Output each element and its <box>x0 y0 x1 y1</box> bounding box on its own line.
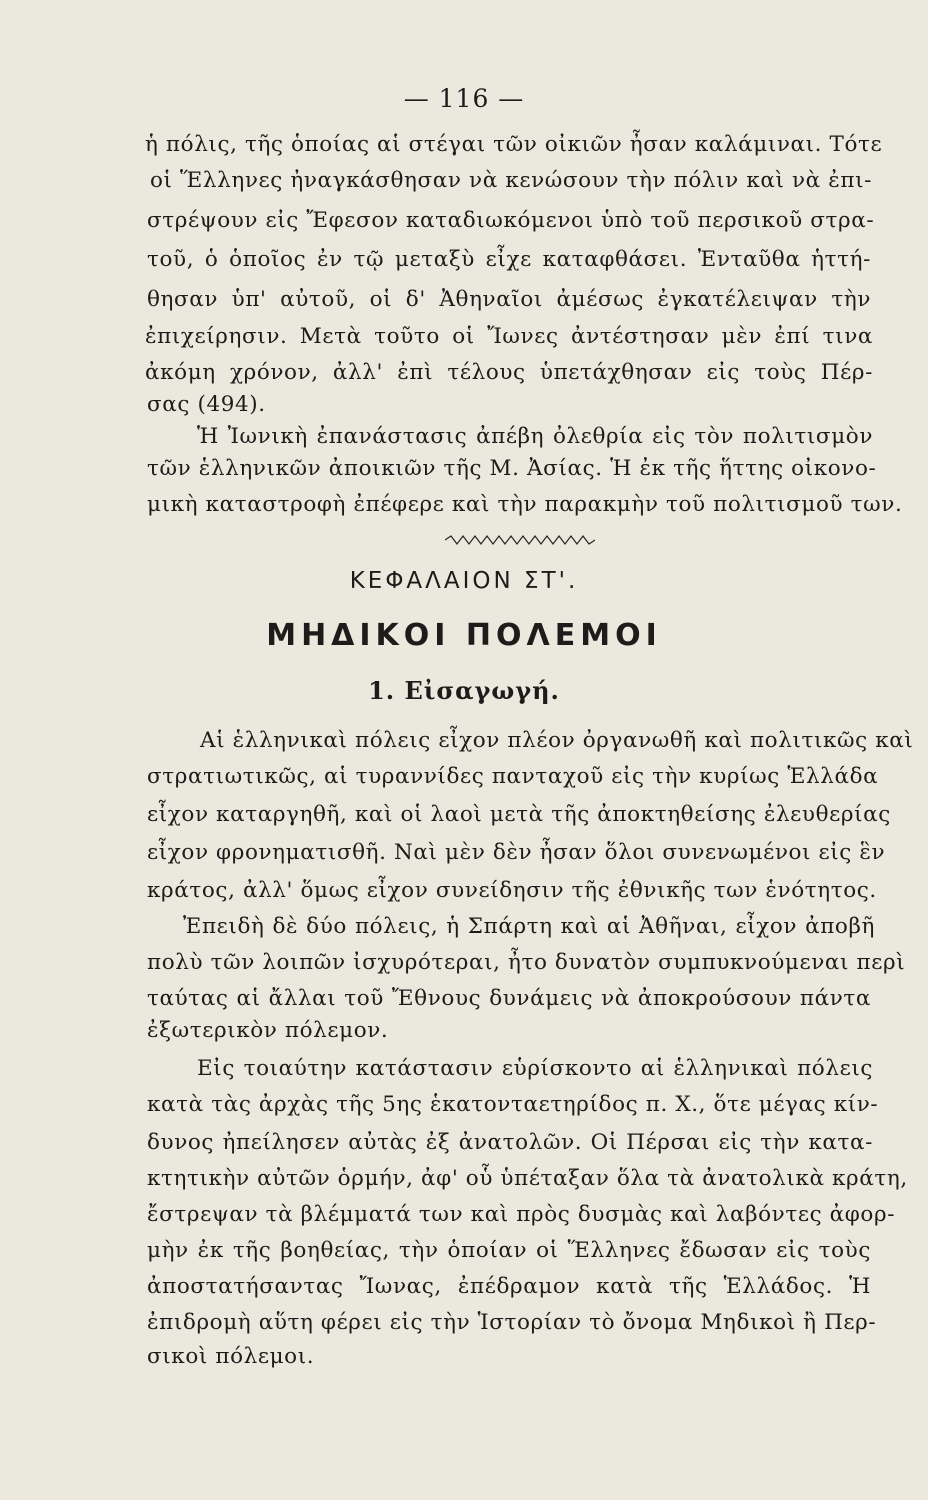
text-line: πολὺ τῶν λοιπῶν ἰσχυρότεραι, ἦτο δυνατὸν συμπυκνούμεναι περὶ <box>147 950 906 975</box>
text-line: ἀκόμη χρόνον, ἀλλ' ἐπὶ τέλους ὑπετάχθησαν εἰς τοὺς Πέρ- <box>145 360 873 385</box>
text-line: ἀποστατήσαντας Ἴωνας, ἐπέδραμον κατὰ τῆς Ἑλλάδος. Ἡ <box>147 1274 871 1299</box>
text-line: σικοὶ πόλεμοι. <box>147 1344 315 1369</box>
text-line: Αἱ ἑλληνικαὶ πόλεις εἶχον πλέον ὀργανωθῆ καὶ πολιτικῶς καὶ <box>200 728 914 753</box>
text-line: ἡ πόλις, τῆς ὁποίας αἱ στέγαι τῶν οἰκιῶν ἦσαν καλάμιναι. Τότε <box>145 132 883 157</box>
text-line: ἐπιδρομὴ αὕτη φέρει εἰς τὴν Ἱστορίαν τὸ ὄνομα Μηδικοὶ ἢ Περ- <box>147 1310 877 1335</box>
text-line: στρατιωτικῶς, αἱ τυραννίδες πανταχοῦ εἰς τὴν κυρίως Ἑλλάδα <box>147 764 879 789</box>
text-line: κατὰ τὰς ἀρχὰς τῆς 5ης ἑκατονταετηρίδος π. Χ., ὅτε μέγας κίν- <box>147 1092 879 1117</box>
text-line: κράτος, ἀλλ' ὅμως εἶχον συνείδησιν τῆς ἐθνικῆς των ἑνότητος. <box>147 878 877 903</box>
text-line: Ἐπειδὴ δὲ δύο πόλεις, ἡ Σπάρτη καὶ αἱ Ἀθῆναι, εἶχον ἀποβῆ <box>183 914 875 939</box>
text-line: τοῦ, ὁ ὁποῖος ἐν τῷ μεταξὺ εἶχε καταφθάσει. Ἐνταῦθα ἡττή- <box>147 247 871 272</box>
text-line: στρέψουν εἰς Ἔφεσον καταδιωκόμενοι ὑπὸ τοῦ περσικοῦ στρα- <box>147 208 875 233</box>
text-line: Ἡ Ἰωνικὴ ἐπανάστασις ἀπέβη ὀλεθρία εἰς τὸν πολιτισμὸν <box>197 424 873 449</box>
section-heading: 1. Εἰσαγωγή. <box>368 676 560 705</box>
text-line: τῶν ἑλληνικῶν ἀποικιῶν τῆς Μ. Ἀσίας. Ἡ ἐκ τῆς ἥττης οἰκονο- <box>147 456 877 481</box>
text-line: σας (494). <box>147 392 266 417</box>
text-line: δυνος ἠπείλησεν αὐτὰς ἐξ ἀνατολῶν. Οἱ Πέρσαι εἰς τὴν κατα- <box>147 1130 873 1155</box>
text-line: εἶχον καταργηθῆ, καὶ οἱ λαοὶ μετὰ τῆς ἀποκτηθείσης ἐλευθερίας <box>147 802 891 827</box>
text-line: ἐξωτερικὸν πόλεμον. <box>147 1018 389 1043</box>
wavy-ornament-divider <box>445 534 595 546</box>
text-line: θησαν ὑπ' αὐτοῦ, οἱ δ' Ἀθηναῖοι ἀμέσως ἐγκατέλειψαν τὴν <box>147 287 871 312</box>
text-line: Εἰς τοιαύτην κατάστασιν εὑρίσκοντο αἱ ἑλληνικαὶ πόλεις <box>197 1056 873 1081</box>
text-line: μὴν ἐκ τῆς βοηθείας, τὴν ὁποίαν οἱ Ἕλληνες ἔδωσαν εἰς τοὺς <box>147 1238 871 1263</box>
text-line: οἱ Ἕλληνες ἠναγκάσθησαν νὰ κενώσουν τὴν πόλιν καὶ νὰ ἐπι- <box>150 168 872 193</box>
text-line: μικὴ καταστροφὴ ἐπέφερε καὶ τὴν παρακμὴν τοῦ πολιτισμοῦ των. <box>147 492 903 517</box>
text-line: ἔστρεψαν τὰ βλέμματά των καὶ πρὸς δυσμὰς καὶ λαβόντες ἀφορ- <box>147 1202 896 1227</box>
chapter-title: ΜΗΔΙΚΟΙ ΠΟΛΕΜΟΙ <box>266 618 662 653</box>
page-number: — 116 — <box>403 84 525 113</box>
chapter-label: ΚΕΦΑΛΑΙΟΝ ΣΤ'. <box>349 568 579 594</box>
text-line: ταύτας αἱ ἄλλαι τοῦ Ἔθνους δυνάμεις νὰ ἀποκρούσουν πάντα <box>147 986 871 1011</box>
text-line: κτητικὴν αὐτῶν ὁρμήν, ἀφ' οὗ ὑπέταξαν ὅλα τὰ ἀνατολικὰ κράτη, <box>147 1166 908 1191</box>
text-line: εἶχον φρονηματισθῆ. Ναὶ μὲν δὲν ἦσαν ὅλοι συνενωμένοι εἰς ἓν <box>147 840 886 865</box>
text-line: ἐπιχείρησιν. Μετὰ τοῦτο οἱ Ἴωνες ἀντέστησαν μὲν ἐπί τινα <box>145 324 873 349</box>
